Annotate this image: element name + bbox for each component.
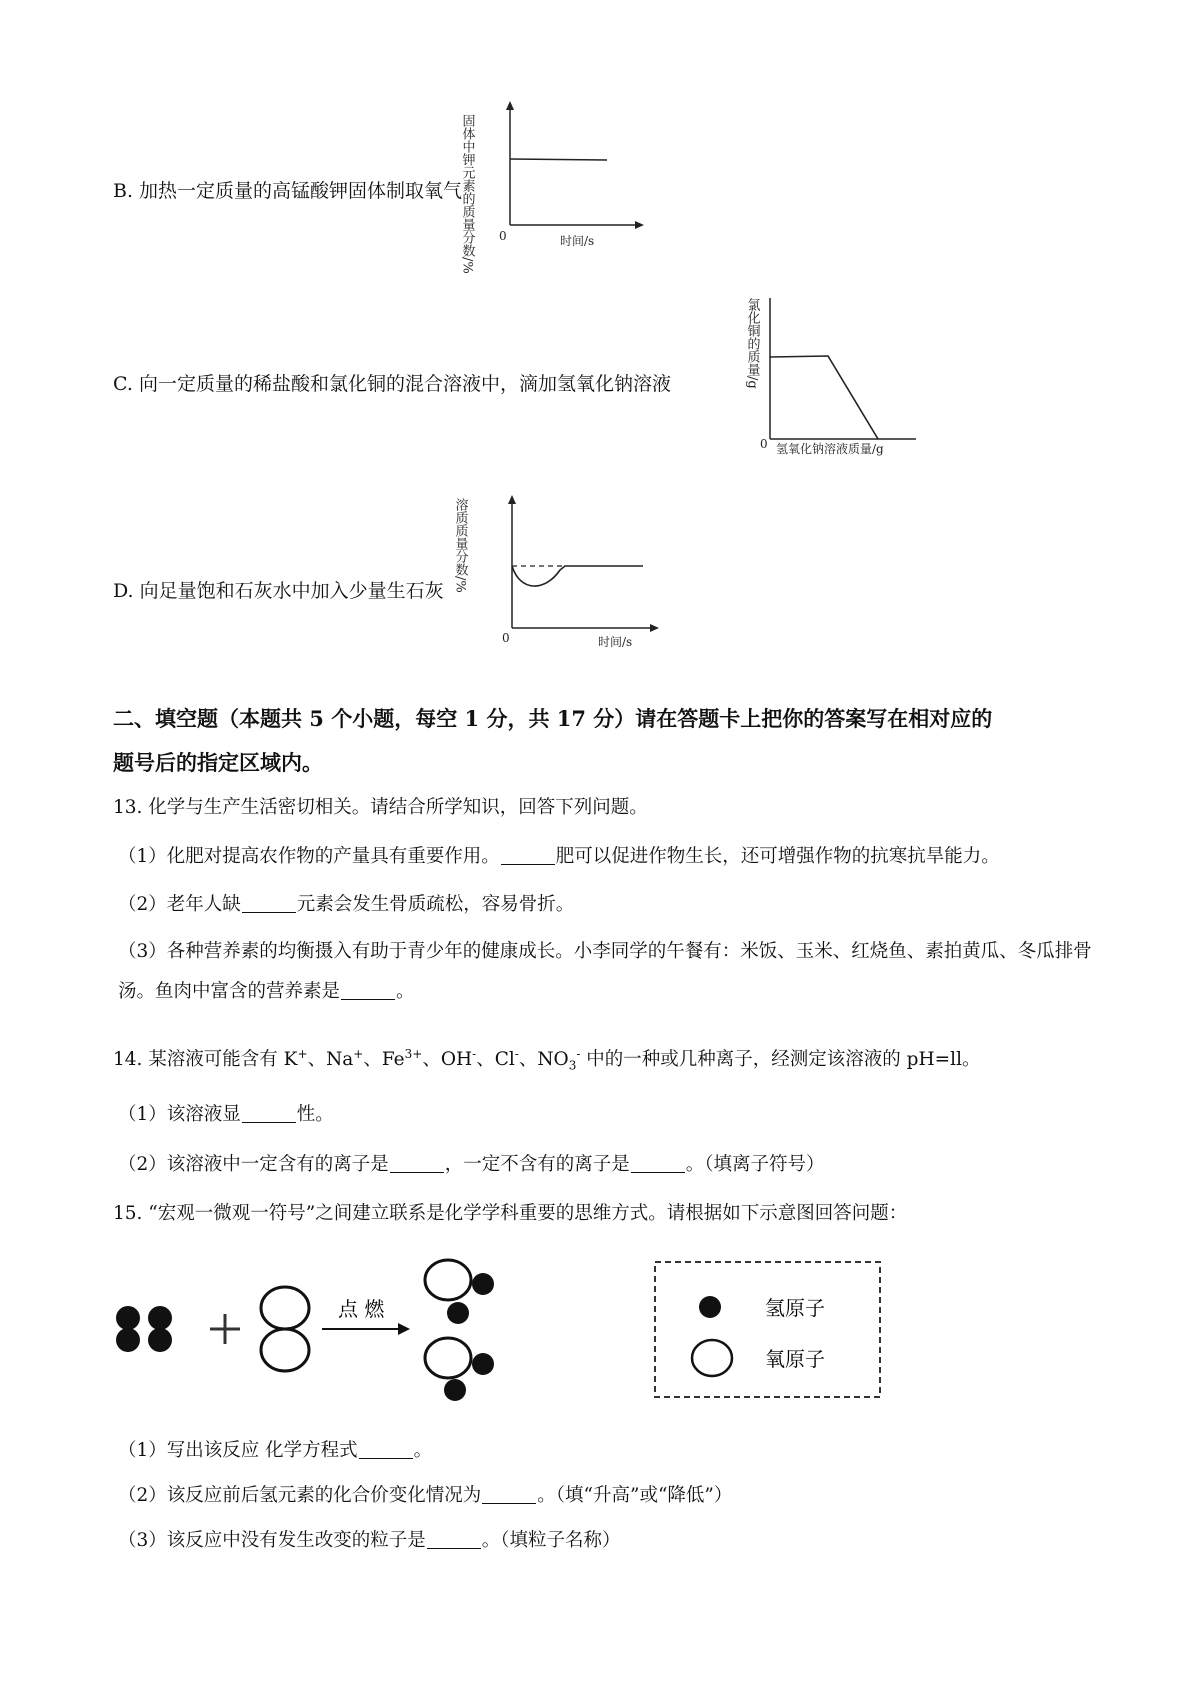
option-d-x-label: 时间/s	[598, 635, 633, 649]
q15-part3: （3）该反应中没有发生改变的粒子是 。（填粒子名称）	[118, 1530, 621, 1551]
option-d-y-label: 溶质质量分数/%	[452, 498, 468, 593]
section-2-title	[113, 697, 1103, 785]
q14-part2-blank2	[631, 1154, 685, 1174]
option-d-origin: 0	[502, 631, 510, 645]
option-b-y-label: 固体中钾元素的质量分数/%	[459, 114, 475, 274]
q14-stem: 14. 某溶液可能含有 K+、Na+、$Fe^{3+}$、OH-、Cl-、$NO_3^-$ 中的一种或几种离子，经测定该溶液的 pH=ll。	[113, 1046, 981, 1073]
option-c-y-label: 氯化铜的质量/g	[744, 298, 760, 389]
q14-part1: （1）该溶液显 性。	[118, 1104, 334, 1125]
reaction-arrow-icon	[322, 1323, 410, 1335]
q13-stem: 13. 化学与生产生活密切相关。请结合所学知识，回答下列问题。	[113, 797, 648, 818]
water-molecule-icon	[425, 1260, 494, 1324]
water-molecule-icon	[425, 1338, 494, 1401]
q13-part3-blank	[341, 981, 395, 1001]
option-d-curve	[512, 566, 643, 586]
legend-oxygen-label: 氧原子	[765, 1347, 825, 1371]
q15-part2-blank	[482, 1485, 536, 1505]
q13-part2: （2）老年人缺 元素会发生骨质疏松，容易骨折。	[118, 894, 575, 915]
hydrogen-molecule-icon	[148, 1306, 172, 1352]
q15-part2: （2）该反应前后氢元素的化合价变化情况为 。（填“升高”或“降低”）	[118, 1485, 733, 1506]
q15-part1: （1）写出该反应 化学方程式 。	[118, 1440, 433, 1461]
atom-legend	[655, 1262, 880, 1397]
option-d-text: D. 向足量饱和石灰水中加入少量生石灰	[113, 580, 444, 602]
q13-part1-blank	[501, 846, 555, 866]
option-b-origin: 0	[499, 229, 507, 243]
q14-part2: （2）该溶液中一定含有的离子是 ，一定不含有的离子是 。（填离子符号）	[118, 1154, 825, 1175]
option-c-x-label: 氢氧化钠溶液质量/g	[776, 442, 884, 456]
option-d-graph	[452, 490, 660, 650]
option-b-curve	[510, 159, 607, 160]
option-c-graph	[744, 294, 928, 456]
hydrogen-molecule-icon	[116, 1306, 140, 1352]
option-b-text: B. 加热一定质量的高锰酸钾固体制取氧气	[113, 180, 463, 202]
reaction-condition-label: 点 燃	[338, 1297, 385, 1321]
q15-part3-blank	[427, 1530, 481, 1550]
q15-stem: 15. “宏观一微观一符号”之间建立联系是化学学科重要的思维方式。请根据如下示意图回答问题：	[113, 1203, 908, 1224]
q14-part2-blank1	[390, 1154, 444, 1174]
option-c-curve	[770, 356, 878, 439]
oxygen-atom-icon	[692, 1340, 732, 1376]
q13-part1: （1）化肥对提高农作物的产量具有重要作用。 肥可以促进作物生长，还可增强作物的抗寒抗旱能力。	[118, 846, 1000, 867]
section-2-title-line1: 二、填空题（本题共 5 个小题，每空 1 分，共 17 分）请在答题卡上把你的答案写在相对应的	[113, 706, 993, 731]
hydrogen-atom-icon	[699, 1296, 721, 1318]
plus-icon	[210, 1314, 240, 1344]
legend-hydrogen-label: 氢原子	[765, 1296, 825, 1320]
q15-part1-blank	[359, 1440, 413, 1460]
option-b-graph	[459, 100, 645, 274]
q13-part3: （3）各种营养素的均衡摄入有助于青少年的健康成长。小李同学的午餐有：米饭、玉米、红烧鱼、素拍黄瓜、冬瓜排骨汤。鱼肉中富含的营养素是 。	[118, 941, 1092, 1002]
option-b-x-label: 时间/s	[560, 234, 595, 248]
option-c-text: C. 向一定质量的稀盐酸和氯化铜的混合溶液中，滴加氢氧化钠溶液	[113, 373, 671, 395]
oxygen-molecule-icon	[261, 1287, 309, 1371]
section-2-title-line2: 题号后的指定区域内。	[113, 750, 323, 775]
q15-reaction-diagram	[100, 1240, 900, 1410]
q13-part2-blank	[242, 894, 296, 914]
option-c-origin: 0	[760, 437, 768, 451]
q14-part1-blank	[242, 1104, 296, 1124]
